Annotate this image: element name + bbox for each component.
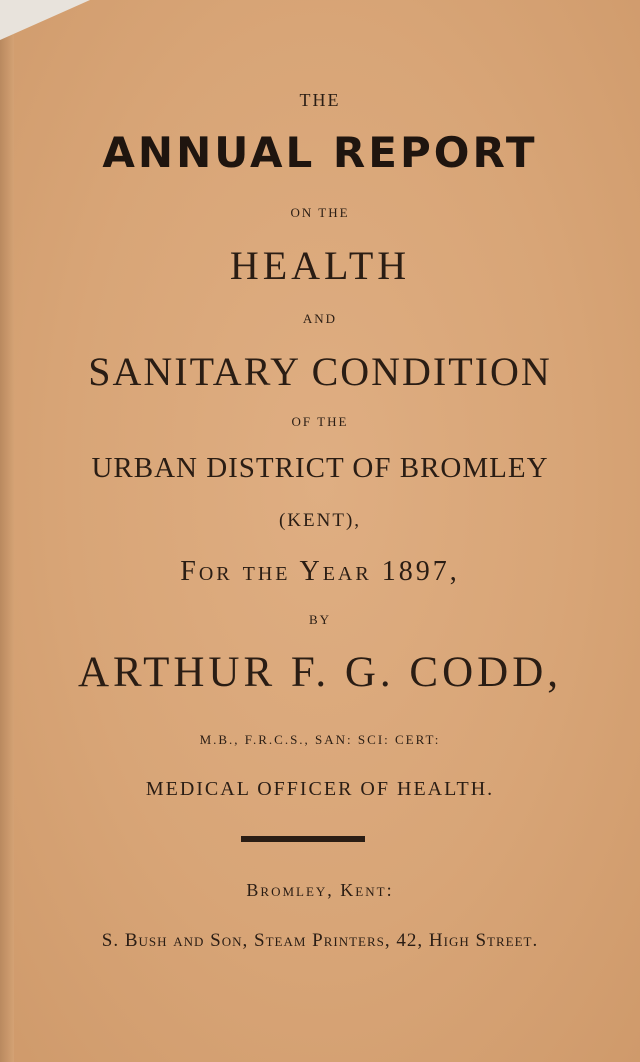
- title-sanitary-condition: SANITARY CONDITION: [88, 349, 552, 394]
- title-annual-report: ANNUAL REPORT: [102, 128, 538, 177]
- author-by: BY: [308, 612, 332, 627]
- title-of-the: OF THE: [291, 414, 349, 429]
- imprint-printer: S. Bush and Son, Steam Printers, 42, High Street.: [101, 930, 539, 951]
- title-and: AND: [302, 311, 338, 326]
- author-name: ARTHUR F. G. CODD,: [77, 649, 563, 696]
- title-health: HEALTH: [229, 243, 411, 288]
- title-year: For the Year 1897,: [180, 556, 460, 587]
- title-on-the: ON THE: [290, 205, 350, 220]
- title-the: THE: [299, 90, 341, 110]
- imprint-place: Bromley, Kent:: [246, 880, 394, 900]
- author-qualifications: M.B., F.R.C.S., SAN: SCI: CERT:: [199, 732, 441, 747]
- torn-corner: [0, 0, 90, 40]
- title-county: (KENT),: [278, 510, 362, 531]
- author-position: MEDICAL OFFICER OF HEALTH.: [145, 778, 495, 800]
- title-district: URBAN DISTRICT OF BROMLEY: [91, 452, 549, 484]
- decorative-rule: [241, 836, 365, 842]
